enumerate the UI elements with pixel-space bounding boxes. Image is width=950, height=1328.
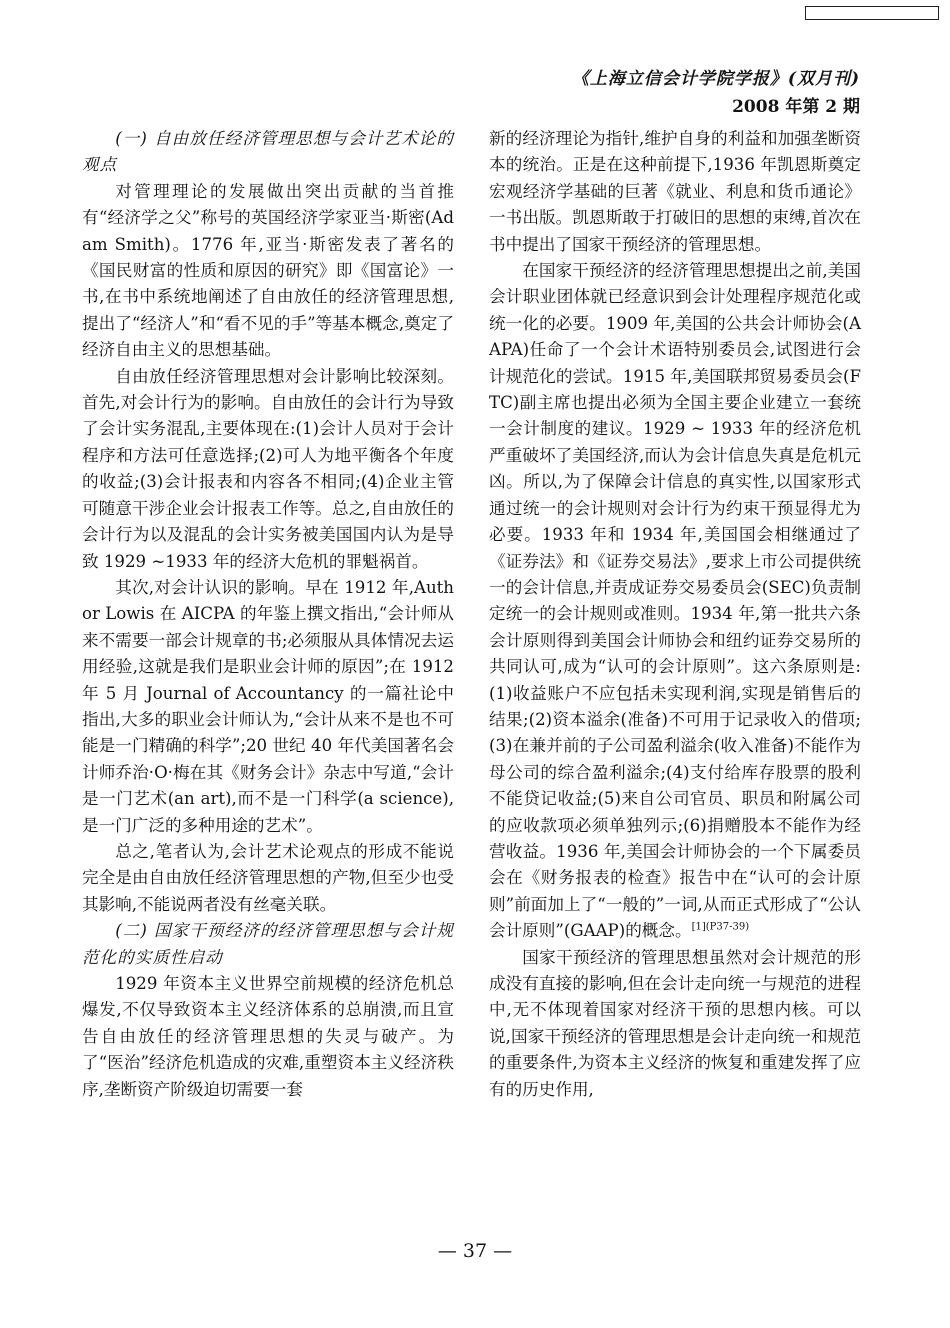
paragraph: 自由放任经济管理思想对会计影响比较深刻。首先,对会计行为的影响。自由放任的会计行为导致了会计实务混乱,主要体现在:(1)会计人员对于会计程序和方法可任意选择;(2)可人为地平衡各个年度的收益;(3)会计报表和内容各不相同;(4)企业主管可随意干涉企业会计报表工作等。总之,自由放任的会计行为以及混乱的会计实务被美国国内认为是导致 1929 ~1933 年的经济大危机的罪魁祸首。: [82, 366, 454, 571]
section-heading-1: (一) 自由放任经济管理思想与会计艺术论的观点: [82, 129, 454, 175]
left-column: [82, 126, 454, 1103]
right-column: [489, 126, 861, 1103]
paragraph: 总之,笔者认为,会计艺术论观点的形成不能说完全是由自由放任经济管理思想的产物,但至少也受其影响,不能说两者没有丝毫关联。: [82, 841, 454, 914]
paragraph: 其次,对会计认识的影响。早在 1912 年,Author Lowis 在 AICPA 的年鉴上撰文指出,“会计师从来不需要一部会计规章的书;必须服从具体情况去运用经验,这就是我们是职业会计师的原因”;在 1912 年 5 月 Journal of Accountancy 的一篇社论中指出,大多的职业会计师认为,“会计从来不是也不可能是一门精确的科学”;20 世纪 40 年代美国著名会计师乔治·O·梅在其《财务会计》杂志中写道,“会计是一门艺术(an art),而不是一门科学(a science),是一门广泛的多种用途的艺术”。: [82, 577, 454, 835]
paragraph-text: 在国家干预经济的经济管理思想提出之前,美国会计职业团体就已经意识到会计处理程序规范化或统一化的必要。1909 年,美国的公共会计师协会(AAPA)任命了一个会计术语特别委员会,试图进行会计规范化的尝试。1915 年,美国联邦贸易委员会(FTC)副主席也提出必须为全国主要企业建立一套统一会计制度的建议。1929 ~ 1933 年的经济危机严重破坏了美国经济,而认为会计信息失真是危机元凶。所以,为了保障会计信息的真实性,以国家形式通过统一的会计规则对会计行为约束干预显得尤为必要。1933 年和 1934 年,美国国会相继通过了《证券法》和《证券交易法》,要求上市公司提供统一的会计信息,并责成证券交易委员会(SEC)负责制定统一的会计规则或准则。1934 年,第一批共六条会计原则得到美国会计师协会和纽约证券交易所的共同认可,成为“认可的会计原则”。这六条原则是:(1)收益账户不应包括未实现利润,实现是销售后的结果;(2)资本溢余(准备)不可用于记录收入的借项;(3)在兼并前的子公司盈利溢余(收入准备)不能作为母公司的综合盈利溢余;(4)支付给库存股票的股利不能贷记收益;(5)来自公司官员、职员和附属公司的应收款项必须单独列示;(6)捐赠股本不能作为经营收益。1936 年,美国会计师协会的一个下属委员会在《财务报表的检查》报告中在“认可的会计原则”前面加上了“一般的”一词,从而正式形成了“公认会计原则”(GAAP)的概念。: [489, 261, 861, 941]
header-box: [805, 6, 939, 20]
paragraph-continued: 新的经济理论为指针,维护自身的利益和加强垄断资本的统治。正是在这种前提下,1936 年凯恩斯奠定宏观经济学基础的巨著《就业、利息和货币通论》一书出版。凯恩斯敢于打破旧的思想的束缚,首次在书中提出了国家干预经济的管理思想。: [489, 129, 861, 254]
paragraph: 国家干预经济的管理思想虽然对会计规范的形成没有直接的影响,但在会计走向统一与规范的进程中,无不体现着国家对经济干预的思想内核。可以说,国家干预经济的管理思想是会计走向统一和规范的重要条件,为资本主义经济的恢复和重建发挥了应有的历史作用,: [489, 947, 861, 1099]
citation-marker: [1](P37-39): [691, 921, 750, 933]
section-heading-2: (二) 国家干预经济的经济管理思想与会计规范化的实质性启动: [82, 921, 454, 967]
page-number: — 37 —: [437, 1240, 513, 1262]
issue-label: 2008 年第 2 期: [732, 97, 860, 117]
paragraph: [489, 258, 861, 945]
paragraph: 1929 年资本主义世界空前规模的经济危机总爆发,不仅导致资本主义经济体系的总崩溃,而且宣告自由放任的经济管理思想的失灵与破产。为了“医治”经济危机造成的灾难,重塑资本主义经济秩序,垄断资产阶级迫切需要一套: [82, 974, 454, 1099]
paragraph: 对管理理论的发展做出突出贡献的当首推有“经济学之父”称号的英国经济学家亚当·斯密(Adam Smith)。1776 年,亚当·斯密发表了著名的《国民财富的性质和原因的研究》即《国富论》一书,在书中系统地阐述了自由放任的经济管理思想,提出了“经济人”和“看不见的手”等基本概念,奠定了经济自由主义的思想基础。: [82, 181, 454, 360]
journal-title: 《上海立信会计学院学报》(双月刊): [571, 69, 860, 89]
